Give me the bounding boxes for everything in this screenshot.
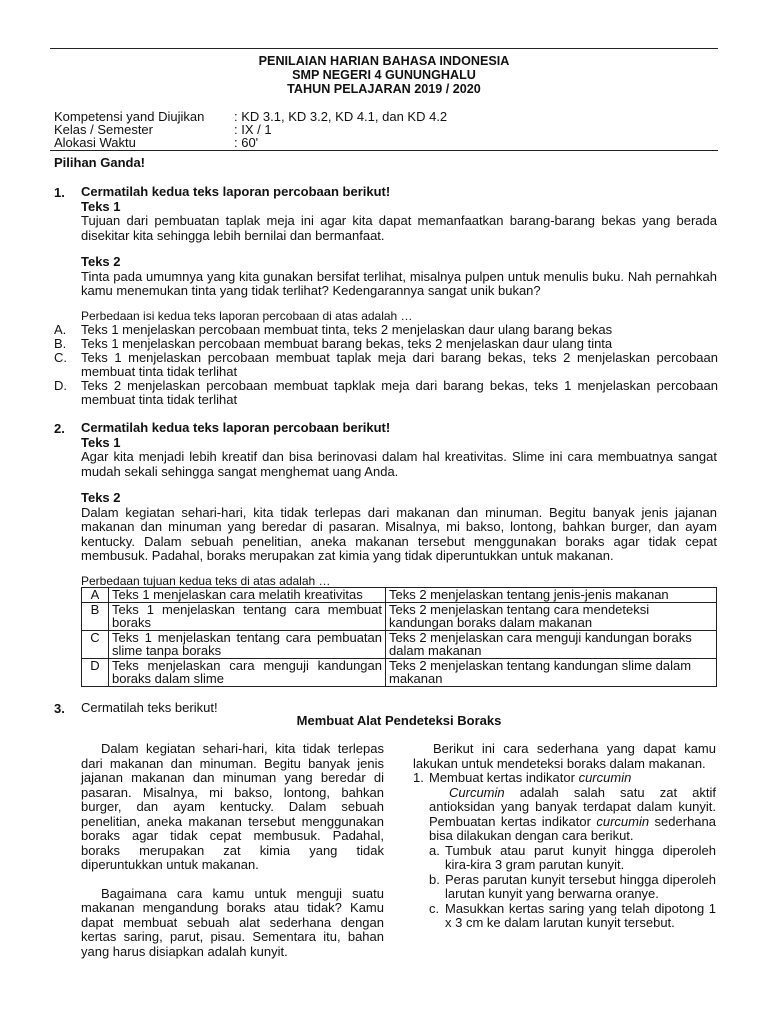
substep-text: Tumbuk atau parut kunyit hingga diperoleh kira-kira 3 gram parutan kunyit.	[445, 842, 716, 872]
step-1-heading-text: Membuat kertas indikator	[429, 770, 579, 785]
header-school: SMP NEGERI 4 GUNUNGHALU	[292, 68, 476, 82]
option-d[interactable]	[54, 379, 718, 406]
header-title: PENILAIAN HARIAN BAHASA INDONESIA	[258, 54, 510, 68]
question-1-teks1-body: Tujuan dari pembuatan taplak meja ini agar kita dapat memanfaatkan barang-barang bekas yang berada disekitar kita sehingga lebih bernilai dan bermanfaat.	[81, 213, 717, 243]
option-letter: B.	[54, 336, 67, 351]
meta-value: : KD 3.1, KD 3.2, KD 4.1, dan KD 4.2	[234, 109, 448, 124]
option-b[interactable]	[54, 337, 718, 351]
meta-key: Kompetensi yand Diujikan	[54, 109, 205, 124]
question-2-teks1-body: Agar kita menjadi lebih kreatif dan bisa berinovasi dalam hal kreativitas. Slime ini cara membuatnya sangat mudah sekali sehingga sangat menghemat uang Anda.	[81, 449, 717, 479]
question-3-number: 3.	[54, 701, 65, 716]
table-row[interactable]	[82, 588, 717, 603]
meta-rule	[50, 150, 718, 151]
question-1	[81, 185, 717, 299]
table-letter: B	[82, 602, 109, 630]
option-text: Teks 1 menjelaskan percobaan membuat tinta, teks 2 menjelaskan daur ulang barang bekas	[81, 322, 613, 337]
meta-value: : 60'	[234, 135, 259, 150]
step-number: 1.	[413, 770, 424, 785]
section-title: Pilihan Ganda!	[54, 155, 146, 170]
meta-key: Kelas / Semester	[54, 122, 153, 137]
question-3-instruction: Cermatilah teks berikut!	[81, 700, 218, 715]
table-letter: A	[82, 588, 109, 603]
article-intro: Berikut ini cara sederhana yang dapat kamu lakukan untuk mendeteksi boraks dalam makanan.	[413, 741, 716, 771]
question-2-teks2-title: Teks 2	[81, 490, 121, 505]
option-letter: A.	[54, 322, 67, 337]
option-letter: C.	[54, 350, 67, 365]
table-letter: C	[82, 630, 109, 658]
question-1-prompt: Perbedaan isi kedua teks laporan percobaan di atas adalah …	[81, 309, 413, 323]
substep-letter: b.	[429, 871, 440, 887]
exam-header	[50, 54, 718, 96]
question-1-teks2-title: Teks 2	[81, 254, 121, 269]
option-letter: D.	[54, 378, 67, 393]
substep-letter: c.	[429, 900, 440, 916]
term-curcumin: curcumin	[596, 813, 650, 829]
question-2-instruction: Cermatilah kedua teks laporan percobaan berikut!	[81, 420, 391, 435]
article-left-column	[81, 742, 384, 959]
article-paragraph-1: Dalam kegiatan sehari-hari, kita tidak terlepas dari makanan dan minuman. Begitu banyak jenis jajanan makanan dan minuman yang beredar di pasaran. Misalnya, mi bakso, lontong, bahkan burger, dan ayam kentucky. Dalam sebuah penelitian, aneka makanan tersebut menggunakan boraks agar tidak cepat membusuk. Padahal, boraks merupakan zat kimia yang tidak diperuntukkan untuk makanan.	[81, 741, 384, 872]
table-cell-left: Teks menjelaskan cara menguji kandungan boraks dalam slime	[109, 658, 386, 686]
article-paragraph-2: Bagaimana cara kamu untuk menguji suatu makanan mengandung boraks atau tidak? Kamu dapat membuat sebuah alat sederhana dengan kertas saring, parut, pisau. Sementara itu, bahan yang harus disiapkan adalah kunyit.	[81, 885, 384, 959]
question-2-teks2-body: Dalam kegiatan sehari-hari, kita tidak terlepas dari makanan dan minuman. Begitu banyak jenis jajanan makanan dan minuman yang beredar di pasaran. Misalnya, mi bakso, lontong, bahkan burger, dan ayam kentucky. Dalam sebuah penelitian, aneka makanan tersebut menggunakan boraks agar tidak cepat membusuk. Padahal, boraks merupakan zat kimia yang tidak diperuntukkan untuk makanan.	[81, 504, 717, 563]
question-1-number: 1.	[54, 185, 65, 200]
step-1	[413, 771, 716, 931]
table-row[interactable]	[82, 602, 717, 630]
meta-key: Alokasi Waktu	[54, 135, 136, 150]
table-letter: D	[82, 658, 109, 686]
option-text: Teks 1 menjelaskan percobaan membuat barang bekas, teks 2 menjelaskan daur ulang tinta	[81, 336, 613, 351]
table-row[interactable]	[82, 658, 717, 686]
substep-b	[429, 873, 716, 902]
term-curcumin: Curcumin	[449, 784, 505, 800]
table-cell-right: Teks 2 menjelaskan tentang kandungan slime dalam makanan	[386, 658, 717, 686]
substep-c	[429, 902, 716, 931]
question-1-teks1-title: Teks 1	[81, 198, 121, 214]
table-cell-left: Teks 1 menjelaskan tentang cara pembuatan slime tanpa boraks	[109, 630, 386, 658]
description-text: adalah salah satu zat aktif antioksidan yang banyak terdapat dalam kunyit. Pembuatan kertas indikator	[429, 784, 716, 829]
question-1-teks2-body: Tinta pada umumnya yang kita gunakan bersifat terlihat, misalnya pulpen untuk menulis buku. Nah pernahkah kamu menemukan tinta yang tidak terlihat? Kedengarannya sangat unik bukan?	[81, 268, 717, 298]
exam-meta	[54, 110, 447, 149]
question-2	[81, 421, 717, 564]
substep-text: Masukkan kertas saring yang telah dipotong 1 x 3 cm ke dalam larutan kunyit tersebut.	[445, 900, 716, 930]
question-3-title: Membuat Alat Pendeteksi Boraks	[296, 713, 502, 728]
substep-letter: a.	[429, 842, 440, 858]
article-right-column	[413, 742, 716, 931]
question-1-instruction: Cermatilah kedua teks laporan percobaan berikut!	[81, 184, 391, 199]
step-1-heading	[429, 771, 716, 786]
top-rule	[50, 48, 718, 49]
meta-value: : IX / 1	[234, 122, 272, 137]
substep-text: Peras parutan kunyit tersebut hingga diperoleh larutan kunyit yang berwarna oranye.	[445, 871, 716, 901]
option-a[interactable]	[54, 323, 718, 337]
question-2-teks1-title: Teks 1	[81, 434, 121, 450]
option-text: Teks 1 menjelaskan percobaan membuat taplak meja dari barang bekas, teks 2 menjelaskan percobaan membuat tinta tidak terlihat	[81, 350, 718, 379]
table-cell-right: Teks 2 menjelaskan tentang cara mendeteksi kandungan boraks dalam makanan	[386, 602, 717, 630]
meta-row	[54, 136, 447, 149]
option-text: Teks 2 menjelaskan percobaan membuat tapklak meja dari barang bekas, teks 1 menjelaskan percobaan membuat tinta tidak terlihat	[81, 378, 718, 407]
table-cell-left: Teks 1 menjelaskan tentang cara membuat boraks	[109, 602, 386, 630]
step-1-description	[429, 786, 716, 844]
table-cell-left: Teks 1 menjelaskan cara melatih kreativitas	[109, 588, 386, 603]
table-cell-right: Teks 2 menjelaskan tentang jenis-jenis makanan	[386, 588, 717, 603]
substep-a	[429, 844, 716, 873]
question-2-number: 2.	[54, 421, 65, 436]
answer-table	[81, 587, 717, 687]
description-text: sederhana bisa dilakukan dengan cara berikut.	[429, 813, 716, 843]
option-c[interactable]	[54, 351, 718, 378]
header-year: TAHUN PELAJARAN 2019 / 2020	[287, 82, 481, 96]
question-2-prompt: Perbedaan tujuan kedua teks di atas adalah …	[81, 574, 331, 588]
table-cell-right: Teks 2 menjelaskan cara menguji kandungan boraks dalam makanan	[386, 630, 717, 658]
step-1-heading-term: curcumin	[578, 770, 632, 785]
table-row[interactable]	[82, 630, 717, 658]
